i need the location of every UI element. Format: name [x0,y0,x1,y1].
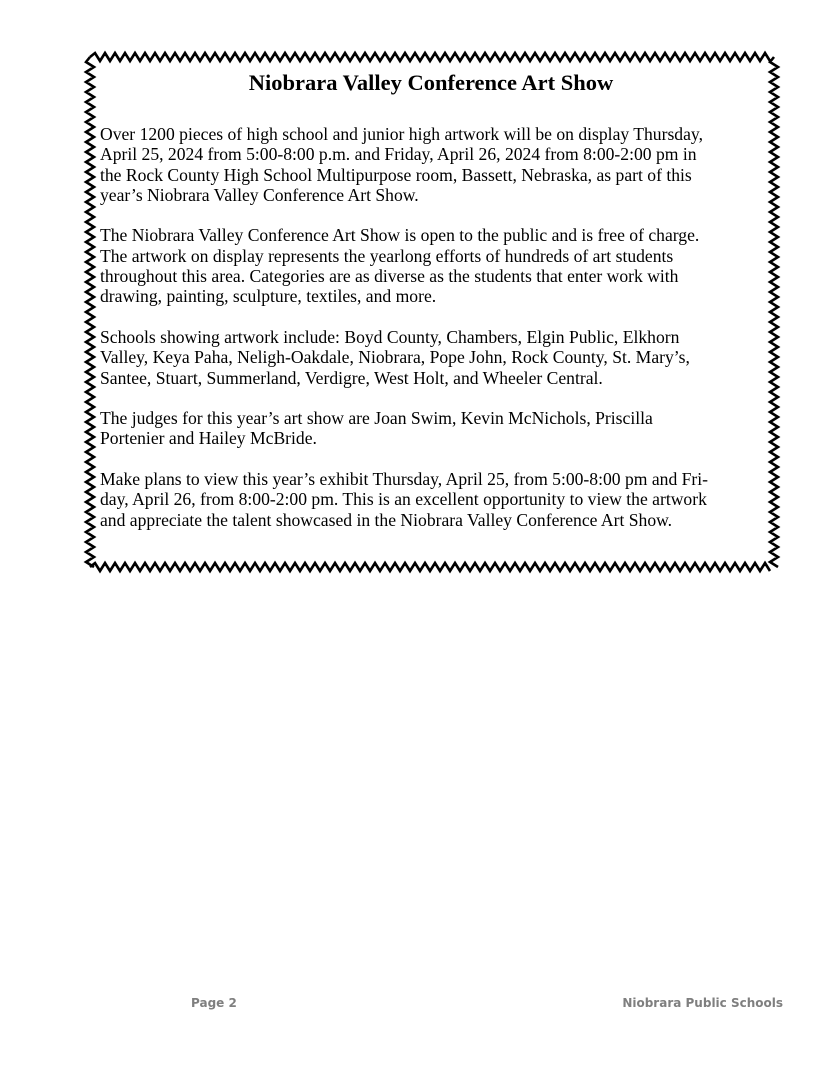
paragraph-plans [100,469,762,530]
border-segment [770,57,778,567]
border-segment [90,563,770,571]
publisher-name: Niobrara Public Schools [622,996,783,1010]
paragraph-public-info [100,225,762,306]
article-content [100,67,762,530]
text-line: drawing, painting, sculpture, textiles, and more. [100,286,437,307]
text-line: and appreciate the talent showcased in the Niobrara Valley Conference Art Show. [100,509,673,530]
text-line: the Rock County High School Multipurpose room, Bassett, Nebraska, as part of this [100,164,692,185]
border-segment [86,57,94,567]
text-line: Schools showing artwork include: Boyd County, Chambers, Elgin Public, Elkhorn [100,326,680,347]
text-line: day, April 26, from 8:00-2:00 pm. This is an excellent opportunity to view the artwork [100,489,707,510]
article-box [82,49,782,575]
border-segment [90,53,770,61]
text-line: The Niobrara Valley Conference Art Show is open to the public and is free of charge. [100,225,700,246]
paragraph-schools [100,327,762,388]
text-line: throughout this area. Categories are as diverse as the students that enter work with [100,266,679,287]
text-line: year’s Niobrara Valley Conference Art Show. [100,184,419,205]
text-line: Over 1200 pieces of high school and junior high artwork will be on display Thursday, [100,124,703,144]
text-line: The artwork on display represents the yearlong efforts of hundreds of art students [100,245,674,266]
article-title: Niobrara Valley Conference Art Show [248,70,614,95]
paragraph-judges [100,408,762,449]
paragraph-display-info [100,124,762,205]
page-number: Page 2 [191,996,237,1010]
text-line: Valley, Keya Paha, Neligh-Oakdale, Niobrara, Pope John, Rock County, St. Mary’s, [100,347,690,368]
text-line: Make plans to view this year’s exhibit Thursday, April 25, from 5:00-8:00 pm and Fri- [100,469,709,490]
text-line: Santee, Stuart, Summerland, Verdigre, West Holt, and Wheeler Central. [100,367,603,388]
text-line: The judges for this year’s art show are Joan Swim, Kevin McNichols, Priscilla [100,408,653,429]
text-line: Portenier and Hailey McBride. [100,428,317,449]
text-line: April 25, 2024 from 5:00-8:00 p.m. and Friday, April 26, 2024 from 8:00-2:00 pm in [100,144,697,165]
